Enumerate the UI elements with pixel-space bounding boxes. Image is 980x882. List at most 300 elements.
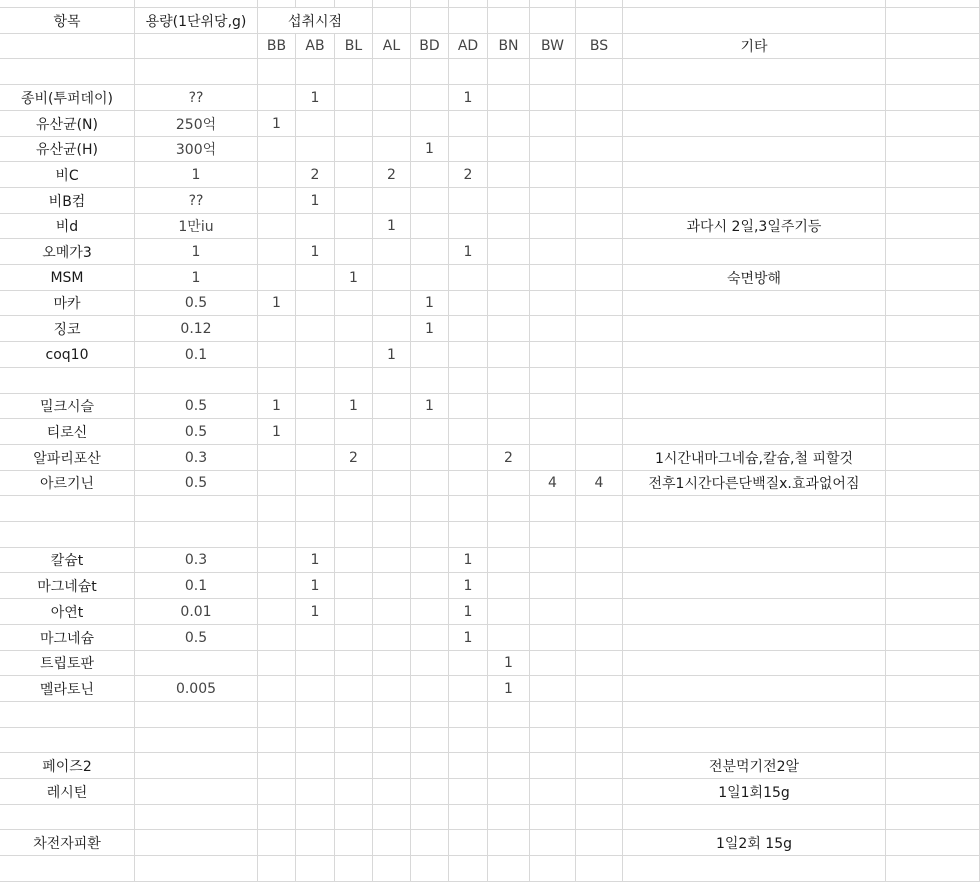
grid-cell-empty[interactable] <box>886 85 980 111</box>
other-cell[interactable] <box>623 368 886 394</box>
timing-cell[interactable] <box>335 625 373 651</box>
timing-col-header[interactable]: BD <box>411 34 449 59</box>
item-cell[interactable] <box>0 59 135 85</box>
timing-cell[interactable]: 2 <box>296 162 335 188</box>
timing-cell[interactable] <box>258 676 296 702</box>
timing-cell[interactable] <box>488 162 530 188</box>
grid-cell-empty[interactable] <box>886 214 980 239</box>
timing-cell[interactable] <box>530 239 576 265</box>
timing-cell[interactable]: 1 <box>411 394 449 419</box>
timing-cell[interactable]: 1 <box>449 85 488 111</box>
timing-cell[interactable] <box>296 59 335 85</box>
timing-cell[interactable] <box>373 522 411 548</box>
timing-cell[interactable] <box>296 368 335 394</box>
item-cell[interactable]: 오메가3 <box>0 239 135 265</box>
timing-cell[interactable] <box>335 85 373 111</box>
timing-cell[interactable] <box>488 471 530 496</box>
timing-cell[interactable] <box>576 779 623 805</box>
grid-cell-top[interactable] <box>258 0 296 8</box>
timing-cell[interactable] <box>296 471 335 496</box>
item-cell[interactable] <box>0 728 135 753</box>
timing-cell[interactable] <box>296 779 335 805</box>
grid-cell-empty[interactable] <box>530 8 576 34</box>
timing-cell[interactable] <box>530 368 576 394</box>
grid-cell-empty[interactable] <box>886 805 980 830</box>
timing-cell[interactable]: 1 <box>373 342 411 368</box>
timing-cell[interactable] <box>373 368 411 394</box>
timing-cell[interactable]: 1 <box>335 394 373 419</box>
timing-cell[interactable]: 1 <box>258 111 296 137</box>
timing-cell[interactable] <box>373 419 411 445</box>
dose-cell[interactable]: 1 <box>135 265 258 291</box>
timing-cell[interactable] <box>530 805 576 830</box>
item-cell[interactable]: 티로신 <box>0 419 135 445</box>
timing-cell[interactable] <box>335 471 373 496</box>
grid-cell-top[interactable] <box>886 0 980 8</box>
grid-cell-empty[interactable] <box>886 471 980 496</box>
item-cell[interactable]: MSM <box>0 265 135 291</box>
timing-col-header[interactable]: BW <box>530 34 576 59</box>
grid-cell-top[interactable] <box>576 0 623 8</box>
timing-cell[interactable] <box>530 779 576 805</box>
item-cell[interactable]: 마그네슘t <box>0 573 135 599</box>
grid-cell-empty[interactable] <box>886 59 980 85</box>
timing-cell[interactable] <box>576 214 623 239</box>
dose-cell[interactable] <box>135 779 258 805</box>
grid-cell-empty[interactable] <box>886 702 980 728</box>
timing-cell[interactable] <box>449 805 488 830</box>
timing-cell[interactable] <box>296 137 335 162</box>
timing-cell[interactable]: 1 <box>258 291 296 316</box>
timing-cell[interactable] <box>449 702 488 728</box>
other-cell[interactable] <box>623 188 886 214</box>
timing-cell[interactable] <box>530 753 576 779</box>
timing-cell[interactable] <box>411 162 449 188</box>
timing-cell[interactable] <box>530 522 576 548</box>
timing-cell[interactable] <box>296 625 335 651</box>
timing-cell[interactable] <box>335 291 373 316</box>
timing-cell[interactable]: 1 <box>449 599 488 625</box>
timing-cell[interactable] <box>373 137 411 162</box>
item-cell[interactable]: 비C <box>0 162 135 188</box>
timing-cell[interactable] <box>576 394 623 419</box>
timing-cell[interactable] <box>296 214 335 239</box>
timing-cell[interactable] <box>411 625 449 651</box>
timing-cell[interactable] <box>296 753 335 779</box>
grid-cell-empty[interactable] <box>886 445 980 471</box>
timing-col-header[interactable]: AL <box>373 34 411 59</box>
other-cell[interactable] <box>623 651 886 676</box>
timing-cell[interactable] <box>576 111 623 137</box>
timing-cell[interactable] <box>258 496 296 522</box>
timing-cell[interactable] <box>576 419 623 445</box>
timing-cell[interactable] <box>576 445 623 471</box>
dose-cell[interactable]: 1 <box>135 162 258 188</box>
timing-cell[interactable] <box>258 625 296 651</box>
timing-cell[interactable] <box>258 548 296 573</box>
other-cell[interactable]: 1시간내마그네슘,칼슘,철 피할것 <box>623 445 886 471</box>
timing-cell[interactable] <box>576 522 623 548</box>
timing-cell[interactable] <box>335 702 373 728</box>
timing-cell[interactable] <box>373 573 411 599</box>
timing-cell[interactable] <box>335 573 373 599</box>
timing-cell[interactable] <box>258 651 296 676</box>
grid-cell-empty[interactable] <box>886 111 980 137</box>
grid-cell-empty[interactable] <box>886 522 980 548</box>
timing-cell[interactable] <box>411 548 449 573</box>
timing-cell[interactable]: 1 <box>335 265 373 291</box>
timing-cell[interactable]: 1 <box>373 214 411 239</box>
other-cell[interactable]: 1일1회15g <box>623 779 886 805</box>
grid-cell-empty[interactable] <box>886 625 980 651</box>
timing-cell[interactable] <box>411 111 449 137</box>
timing-cell[interactable] <box>530 265 576 291</box>
timing-cell[interactable] <box>576 651 623 676</box>
timing-cell[interactable]: 4 <box>530 471 576 496</box>
dose-cell[interactable] <box>135 522 258 548</box>
timing-cell[interactable] <box>530 85 576 111</box>
timing-cell[interactable] <box>258 728 296 753</box>
timing-cell[interactable] <box>258 316 296 342</box>
grid-cell-empty[interactable] <box>886 394 980 419</box>
dose-cell[interactable] <box>135 702 258 728</box>
item-cell[interactable]: coq10 <box>0 342 135 368</box>
timing-cell[interactable] <box>411 419 449 445</box>
timing-cell[interactable] <box>373 651 411 676</box>
timing-cell[interactable] <box>576 316 623 342</box>
timing-cell[interactable] <box>411 496 449 522</box>
timing-cell[interactable] <box>335 342 373 368</box>
timing-cell[interactable] <box>530 573 576 599</box>
timing-cell[interactable] <box>335 599 373 625</box>
timing-cell[interactable] <box>335 496 373 522</box>
grid-cell-empty[interactable] <box>886 291 980 316</box>
timing-cell[interactable] <box>258 573 296 599</box>
item-cell[interactable]: 마그네슘 <box>0 625 135 651</box>
item-cell[interactable]: 페이즈2 <box>0 753 135 779</box>
timing-cell[interactable] <box>373 625 411 651</box>
grid-cell-empty[interactable] <box>886 316 980 342</box>
dose-cell[interactable]: 0.005 <box>135 676 258 702</box>
timing-cell[interactable] <box>576 85 623 111</box>
timing-cell[interactable] <box>335 214 373 239</box>
timing-cell[interactable] <box>488 239 530 265</box>
other-cell[interactable] <box>623 548 886 573</box>
timing-cell[interactable] <box>488 188 530 214</box>
timing-cell[interactable]: 1 <box>296 548 335 573</box>
timing-cell[interactable] <box>296 805 335 830</box>
dose-cell[interactable]: 0.12 <box>135 316 258 342</box>
timing-cell[interactable] <box>335 856 373 882</box>
timing-cell[interactable] <box>576 676 623 702</box>
other-cell[interactable] <box>623 625 886 651</box>
timing-cell[interactable] <box>488 830 530 856</box>
timing-cell[interactable]: 1 <box>449 239 488 265</box>
timing-cell[interactable] <box>373 291 411 316</box>
timing-cell[interactable] <box>530 599 576 625</box>
timing-cell[interactable] <box>258 702 296 728</box>
timing-cell[interactable] <box>335 419 373 445</box>
other-cell[interactable] <box>623 85 886 111</box>
timing-cell[interactable] <box>530 856 576 882</box>
timing-cell[interactable] <box>373 548 411 573</box>
timing-cell[interactable] <box>530 291 576 316</box>
item-cell[interactable] <box>0 368 135 394</box>
timing-cell[interactable] <box>335 728 373 753</box>
timing-cell[interactable] <box>530 496 576 522</box>
timing-cell[interactable] <box>449 779 488 805</box>
timing-cell[interactable] <box>411 214 449 239</box>
timing-cell[interactable] <box>296 676 335 702</box>
timing-col-header[interactable]: AB <box>296 34 335 59</box>
other-cell[interactable]: 1일2회 15g <box>623 830 886 856</box>
timing-cell[interactable] <box>530 676 576 702</box>
timing-cell[interactable] <box>488 85 530 111</box>
grid-cell-empty[interactable] <box>886 573 980 599</box>
timing-cell[interactable] <box>449 445 488 471</box>
timing-cell[interactable] <box>373 111 411 137</box>
timing-cell[interactable] <box>488 856 530 882</box>
timing-cell[interactable] <box>488 342 530 368</box>
timing-cell[interactable] <box>449 394 488 419</box>
other-cell[interactable] <box>623 573 886 599</box>
item-cell[interactable]: 아르기닌 <box>0 471 135 496</box>
timing-cell[interactable] <box>449 291 488 316</box>
grid-cell-empty[interactable] <box>411 8 449 34</box>
header-timing[interactable]: 섭취시점 <box>258 8 373 34</box>
dose-cell[interactable] <box>135 728 258 753</box>
timing-cell[interactable] <box>530 59 576 85</box>
timing-cell[interactable] <box>488 59 530 85</box>
timing-cell[interactable] <box>576 239 623 265</box>
dose-cell[interactable] <box>135 368 258 394</box>
grid-cell-top[interactable] <box>135 0 258 8</box>
timing-cell[interactable]: 1 <box>296 599 335 625</box>
grid-cell-empty[interactable] <box>886 599 980 625</box>
dose-cell[interactable]: 0.3 <box>135 445 258 471</box>
other-cell[interactable] <box>623 59 886 85</box>
dose-cell[interactable]: ?? <box>135 188 258 214</box>
dose-cell[interactable]: 0.5 <box>135 419 258 445</box>
grid-cell-empty[interactable] <box>886 753 980 779</box>
timing-cell[interactable] <box>296 265 335 291</box>
timing-cell[interactable] <box>373 856 411 882</box>
timing-cell[interactable] <box>296 856 335 882</box>
timing-cell[interactable]: 1 <box>411 291 449 316</box>
grid-cell-empty[interactable] <box>886 830 980 856</box>
grid-cell-empty[interactable] <box>576 8 623 34</box>
timing-cell[interactable] <box>335 59 373 85</box>
timing-cell[interactable] <box>411 522 449 548</box>
timing-cell[interactable] <box>530 214 576 239</box>
dose-cell[interactable] <box>135 59 258 85</box>
grid-cell-top[interactable] <box>623 0 886 8</box>
timing-cell[interactable] <box>411 445 449 471</box>
timing-cell[interactable] <box>296 316 335 342</box>
other-cell[interactable] <box>623 728 886 753</box>
item-cell[interactable]: 유산균(H) <box>0 137 135 162</box>
timing-cell[interactable] <box>373 779 411 805</box>
timing-cell[interactable] <box>488 496 530 522</box>
timing-cell[interactable]: 1 <box>488 676 530 702</box>
timing-cell[interactable] <box>411 85 449 111</box>
timing-cell[interactable]: 2 <box>449 162 488 188</box>
other-cell[interactable]: 전후1시간다른단백질x.효과없어짐 <box>623 471 886 496</box>
header-item[interactable]: 항목 <box>0 8 135 34</box>
grid-cell-empty[interactable] <box>623 8 886 34</box>
grid-cell-empty[interactable] <box>886 728 980 753</box>
timing-cell[interactable] <box>411 728 449 753</box>
timing-cell[interactable] <box>335 188 373 214</box>
timing-cell[interactable] <box>576 188 623 214</box>
timing-cell[interactable] <box>576 342 623 368</box>
timing-cell[interactable] <box>576 291 623 316</box>
timing-cell[interactable]: 1 <box>411 316 449 342</box>
timing-col-header[interactable]: AD <box>449 34 488 59</box>
timing-cell[interactable] <box>576 805 623 830</box>
grid-cell-empty[interactable] <box>886 419 980 445</box>
grid-cell-top[interactable] <box>296 0 335 8</box>
other-cell[interactable] <box>623 522 886 548</box>
timing-cell[interactable] <box>335 162 373 188</box>
timing-cell[interactable]: 2 <box>488 445 530 471</box>
dose-cell[interactable] <box>135 805 258 830</box>
grid-cell-empty[interactable] <box>886 779 980 805</box>
timing-cell[interactable] <box>488 368 530 394</box>
dose-cell[interactable] <box>135 856 258 882</box>
timing-cell[interactable] <box>449 188 488 214</box>
other-cell[interactable] <box>623 137 886 162</box>
grid-cell-empty[interactable] <box>886 8 980 34</box>
item-cell[interactable]: 징코 <box>0 316 135 342</box>
item-cell[interactable]: 유산균(N) <box>0 111 135 137</box>
timing-cell[interactable]: 1 <box>449 573 488 599</box>
timing-cell[interactable] <box>488 548 530 573</box>
timing-cell[interactable] <box>530 702 576 728</box>
timing-cell[interactable] <box>258 471 296 496</box>
timing-cell[interactable] <box>449 265 488 291</box>
timing-cell[interactable] <box>449 522 488 548</box>
timing-cell[interactable] <box>530 188 576 214</box>
header-other[interactable]: 기타 <box>623 34 886 59</box>
timing-cell[interactable]: 1 <box>449 625 488 651</box>
timing-cell[interactable] <box>411 471 449 496</box>
timing-cell[interactable] <box>411 779 449 805</box>
dose-cell[interactable]: ?? <box>135 85 258 111</box>
dose-cell[interactable]: 0.01 <box>135 599 258 625</box>
timing-cell[interactable] <box>373 265 411 291</box>
timing-cell[interactable] <box>576 573 623 599</box>
timing-cell[interactable] <box>530 111 576 137</box>
timing-cell[interactable] <box>449 471 488 496</box>
timing-cell[interactable] <box>488 522 530 548</box>
timing-cell[interactable] <box>449 419 488 445</box>
timing-cell[interactable] <box>576 368 623 394</box>
timing-cell[interactable] <box>258 830 296 856</box>
timing-cell[interactable] <box>335 753 373 779</box>
other-cell[interactable] <box>623 419 886 445</box>
dose-cell[interactable]: 0.5 <box>135 394 258 419</box>
timing-cell[interactable]: 1 <box>296 85 335 111</box>
timing-cell[interactable]: 1 <box>296 188 335 214</box>
grid-cell-empty[interactable] <box>886 137 980 162</box>
timing-cell[interactable] <box>449 753 488 779</box>
grid-cell-empty[interactable] <box>886 265 980 291</box>
timing-cell[interactable] <box>373 188 411 214</box>
dose-cell[interactable]: 1만iu <box>135 214 258 239</box>
grid-cell-empty[interactable] <box>886 651 980 676</box>
timing-cell[interactable] <box>373 316 411 342</box>
other-cell[interactable] <box>623 291 886 316</box>
timing-cell[interactable] <box>576 728 623 753</box>
grid-cell-top[interactable] <box>0 0 135 8</box>
timing-cell[interactable] <box>296 522 335 548</box>
timing-cell[interactable] <box>411 573 449 599</box>
timing-cell[interactable] <box>530 651 576 676</box>
timing-cell[interactable] <box>449 830 488 856</box>
timing-cell[interactable] <box>258 59 296 85</box>
timing-cell[interactable] <box>411 805 449 830</box>
item-cell[interactable] <box>0 702 135 728</box>
timing-col-header[interactable]: BS <box>576 34 623 59</box>
timing-cell[interactable] <box>576 548 623 573</box>
other-cell[interactable]: 숙면방해 <box>623 265 886 291</box>
grid-cell-empty[interactable] <box>886 188 980 214</box>
timing-cell[interactable]: 1 <box>488 651 530 676</box>
timing-cell[interactable] <box>258 265 296 291</box>
timing-cell[interactable] <box>335 676 373 702</box>
grid-cell-empty[interactable] <box>886 342 980 368</box>
timing-col-header[interactable]: BB <box>258 34 296 59</box>
grid-cell-empty[interactable] <box>886 162 980 188</box>
grid-cell-top[interactable] <box>373 0 411 8</box>
timing-col-header[interactable]: BL <box>335 34 373 59</box>
timing-cell[interactable] <box>296 291 335 316</box>
other-cell[interactable] <box>623 496 886 522</box>
timing-cell[interactable] <box>258 445 296 471</box>
timing-cell[interactable]: 4 <box>576 471 623 496</box>
timing-cell[interactable] <box>411 368 449 394</box>
item-cell[interactable]: 비B컴 <box>0 188 135 214</box>
timing-cell[interactable] <box>335 316 373 342</box>
grid-cell-empty[interactable] <box>886 496 980 522</box>
timing-cell[interactable] <box>258 779 296 805</box>
other-cell[interactable]: 과다시 2일,3일주기등 <box>623 214 886 239</box>
timing-cell[interactable] <box>296 702 335 728</box>
timing-cell[interactable] <box>258 188 296 214</box>
other-cell[interactable]: 전분먹기전2알 <box>623 753 886 779</box>
other-cell[interactable] <box>623 805 886 830</box>
timing-cell[interactable] <box>411 599 449 625</box>
timing-cell[interactable] <box>296 111 335 137</box>
timing-cell[interactable] <box>530 419 576 445</box>
timing-cell[interactable] <box>373 85 411 111</box>
timing-cell[interactable] <box>576 59 623 85</box>
timing-cell[interactable] <box>530 137 576 162</box>
item-cell[interactable] <box>0 496 135 522</box>
timing-cell[interactable] <box>488 394 530 419</box>
timing-cell[interactable] <box>488 316 530 342</box>
grid-cell-empty[interactable] <box>886 856 980 882</box>
timing-cell[interactable] <box>411 239 449 265</box>
other-cell[interactable] <box>623 599 886 625</box>
timing-cell[interactable] <box>258 753 296 779</box>
timing-cell[interactable] <box>488 291 530 316</box>
grid-cell-empty[interactable] <box>373 8 411 34</box>
item-cell[interactable]: 레시틴 <box>0 779 135 805</box>
timing-cell[interactable] <box>488 599 530 625</box>
timing-cell[interactable] <box>449 856 488 882</box>
